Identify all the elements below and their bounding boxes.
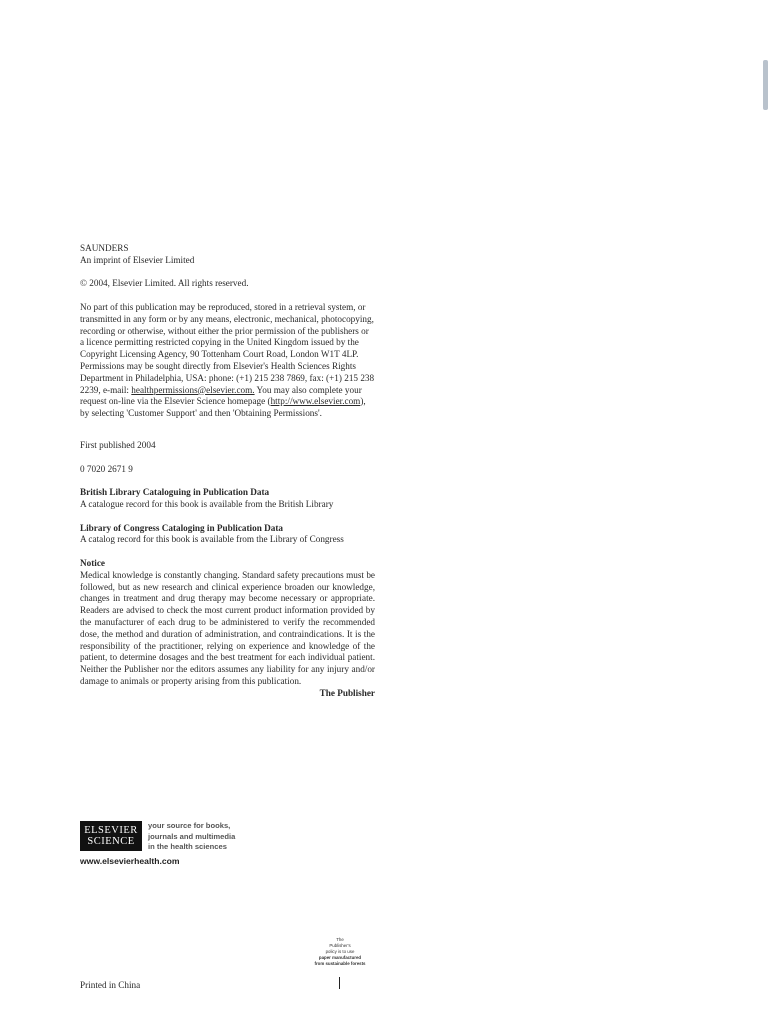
- forest-line-4: paper manufactured: [318, 955, 362, 960]
- isbn: 0 7020 2671 9: [80, 463, 133, 474]
- permissions-text-3: ), by selecting 'Customer Support' and then 'Obtaining Permissions'.: [80, 396, 366, 419]
- copyright-line: © 2004, Elsevier Limited. All rights reserved.: [80, 278, 249, 289]
- loc-text: A catalog record for this book is available from the Library of Congress: [80, 534, 344, 545]
- forest-line-3: policy is to use: [325, 949, 355, 954]
- british-library-heading: British Library Cataloguing in Publication Data: [80, 487, 270, 498]
- tagline-3: in the health sciences: [148, 842, 227, 851]
- notice-text: Medical knowledge is constantly changing. Standard safety precautions must be followed, but as new research and clinical experience broaden our knowledge, changes in treatment and drug therapy may become necessary or appropriate. Readers are advised to check the most current product information provided by the manufacturer of each drug to be administered to verify the recommended dose, the method and duration of administration, and contraindications. It is the responsibility of the practitioner, relying on experience and knowledge of the patient, to determine dosages and the best treatment for each individual patient. Neither the Publisher nor the editors assumes any liability for any injury and/or damage to animals or property arising from this publication.: [80, 569, 375, 686]
- homepage-link[interactable]: http://www.elsevier.com: [270, 396, 361, 407]
- imprint-line: An imprint of Elsevier Limited: [80, 254, 195, 265]
- notice-heading: Notice: [80, 557, 105, 568]
- loc-heading: Library of Congress Cataloging in Publication Data: [80, 522, 283, 533]
- logo-tagline: [148, 821, 235, 853]
- permissions-text-2: You may also complete your request on-line via the Elsevier Science homepage (: [80, 384, 362, 407]
- logo-line-1: ELSEVIER: [84, 825, 138, 836]
- publisher-name: SAUNDERS: [80, 243, 129, 253]
- elsevier-health-url[interactable]: www.elsevierhealth.com: [80, 855, 180, 866]
- permissions-text: No part of this publication may be reproduced, stored in a retrieval system, or transmitted in any form or by any means, electronic, mechanical, photocopying, recording or otherwise, without either the prior permission of the publishers or a licence permitting restricted copying in the United Kingdom issued by the Copyright Licensing Agency, 90 Tottenham Court Road, London W1T 4LP. Permissions may be sought directly from Elsevier's Health Sciences Rights Department in Philadelphia, USA: phone: (+1) 215 238 7869, fax: (+1) 215 238 2239, e-mail:: [80, 301, 375, 395]
- sustainable-forests-notice: [300, 937, 380, 967]
- tree-mark-icon: [339, 977, 340, 989]
- forest-line-5: from sustainable forests: [314, 961, 366, 966]
- publisher-signature: The Publisher: [319, 687, 375, 698]
- first-published: First published 2004: [80, 439, 156, 450]
- printed-in: Printed in China: [80, 980, 141, 990]
- copyright-page-content: [80, 243, 375, 699]
- forest-line-1: The: [336, 937, 344, 942]
- tagline-2: journals and multimedia: [148, 831, 236, 841]
- scrollbar[interactable]: [763, 60, 768, 110]
- elsevier-science-logo: [80, 821, 142, 851]
- tagline-1: your source for books,: [148, 821, 231, 830]
- permissions-email-link[interactable]: healthpermissions@elsevier.com.: [131, 384, 255, 395]
- forest-line-2: Publisher's: [329, 943, 351, 948]
- british-library-text: A catalogue record for this book is available from the British Library: [80, 498, 334, 509]
- permissions-paragraph: [80, 302, 375, 420]
- elsevier-logo-block: [80, 821, 280, 866]
- logo-line-2: SCIENCE: [87, 836, 135, 847]
